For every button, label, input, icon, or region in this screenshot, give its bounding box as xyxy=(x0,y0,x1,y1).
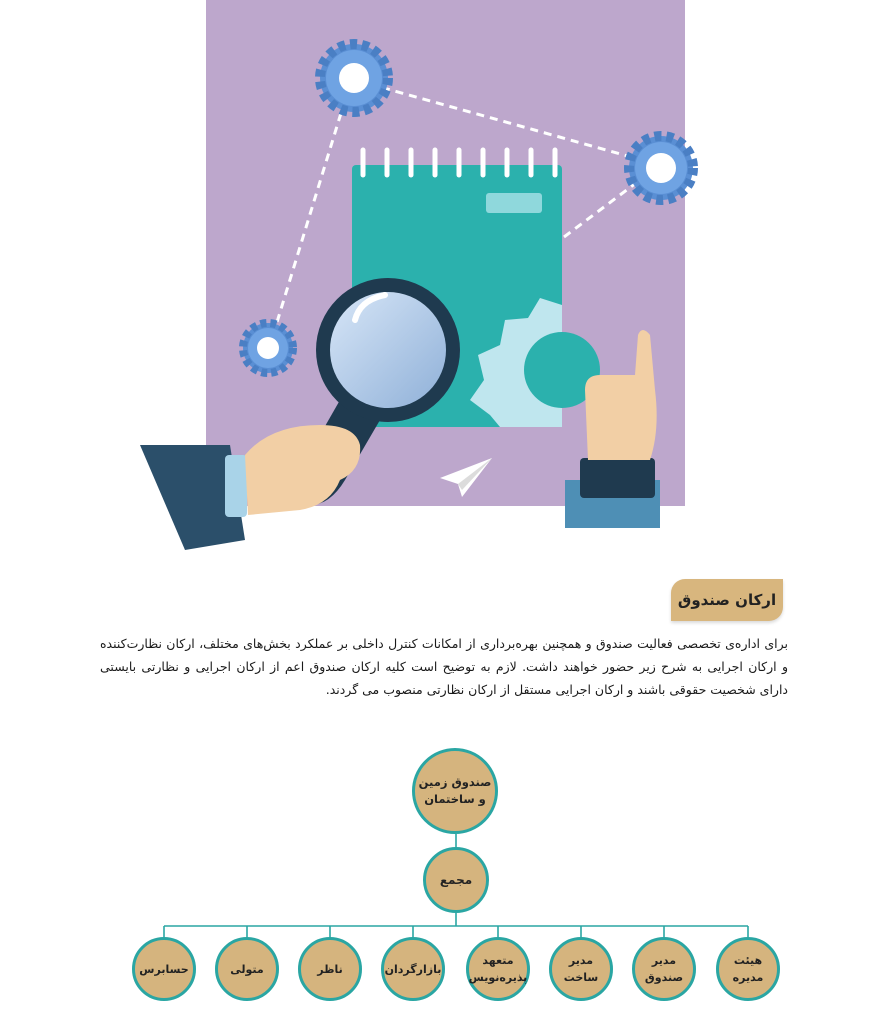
body-paragraph: برای اداره‌ی تخصصی فعالیت صندوق و همچنین بهره‌برداری از امکانات کنترل داخلی بر عملکرد بخش‌های مختلف، ارکان نظارت‌کننده و ارکان اجرایی به شرح زیر حضور خواهند داشت. لازم به توضیح است کلیه ارکان صندوق اعم از ارکان اجرایی و نظارتی بایستی دارای شخصیت حقوقی باشند و ارکان اجرایی مستقل از ارکان نظارتی منصوب می گردند. xyxy=(100,636,788,697)
org-node-member: بازارگردان xyxy=(381,937,445,1001)
section-title: ارکان صندوق xyxy=(677,591,777,609)
org-node-member: مدیر صندوق xyxy=(632,937,696,1001)
org-node-member: حسابرس xyxy=(132,937,196,1001)
gear-icon xyxy=(243,323,293,373)
org-chart xyxy=(0,740,896,1024)
section-title-tag xyxy=(671,579,783,621)
org-node-member: ناظر xyxy=(298,937,362,1001)
gear-icon xyxy=(320,44,388,112)
org-node-member: متعهد پذیره‌نویس xyxy=(466,937,530,1001)
org-node-member: مدیر ساخت xyxy=(549,937,613,1001)
org-node-member: هیئت مدیره xyxy=(716,937,780,1001)
org-node-assembly: مجمع xyxy=(423,847,489,913)
gear-icon xyxy=(629,136,693,200)
org-node-member: متولی xyxy=(215,937,279,1001)
org-node-root: صندوق زمین و ساختمان xyxy=(412,748,498,834)
